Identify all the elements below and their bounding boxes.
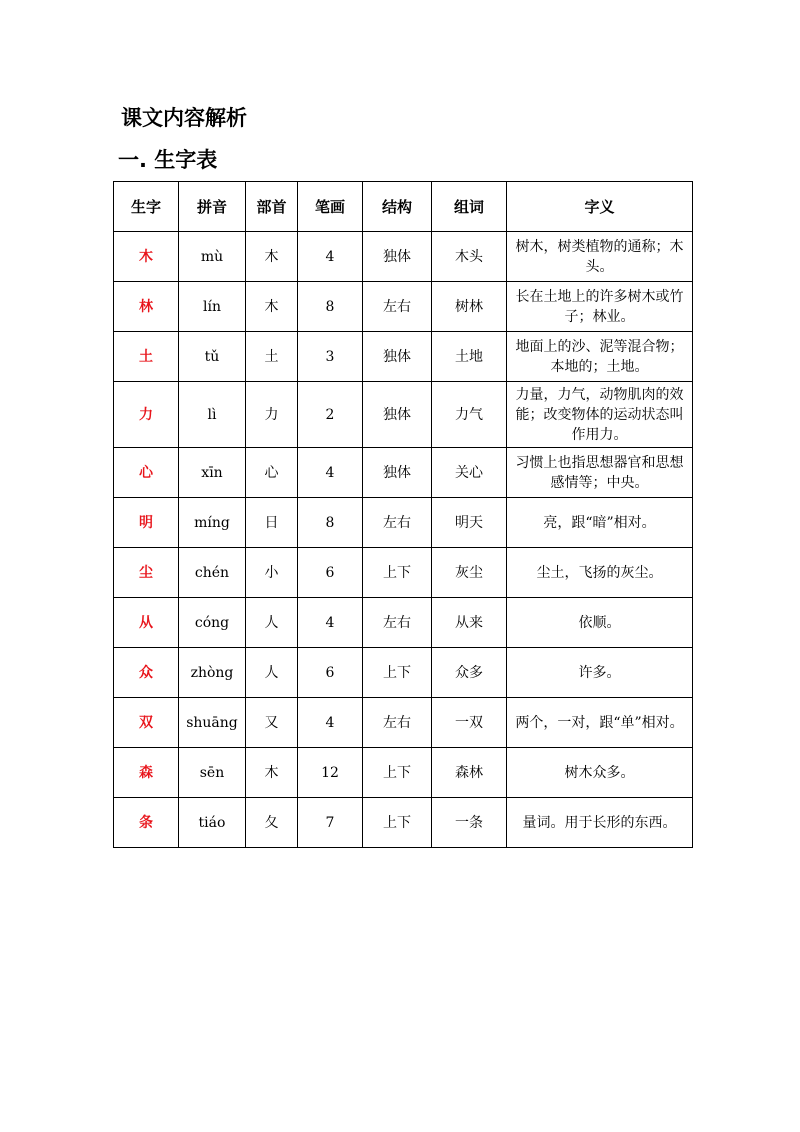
- cell-word: 从来: [432, 598, 507, 648]
- cell-meaning: 量词。用于长形的东西。: [507, 798, 693, 848]
- cell-structure: 左右: [363, 498, 432, 548]
- header-char: 生字: [114, 182, 179, 232]
- cell-char: 木: [114, 232, 179, 282]
- cell-structure: 上下: [363, 548, 432, 598]
- cell-meaning: 许多。: [507, 648, 693, 698]
- table-row: [114, 698, 693, 748]
- cell-pinyin: tǔ: [179, 332, 246, 382]
- cell-word: 一条: [432, 798, 507, 848]
- header-radical: 部首: [246, 182, 298, 232]
- cell-strokes: 6: [298, 548, 363, 598]
- cell-pinyin: xīn: [179, 448, 246, 498]
- cell-meaning: 长在土地上的许多树木或竹子；林业。: [507, 282, 693, 332]
- cell-meaning: 两个，一对，跟“单”相对。: [507, 698, 693, 748]
- table-row: [114, 232, 693, 282]
- cell-char: 尘: [114, 548, 179, 598]
- cell-radical: 力: [246, 382, 298, 448]
- cell-pinyin: shuāng: [179, 698, 246, 748]
- cell-word: 灰尘: [432, 548, 507, 598]
- cell-radical: 又: [246, 698, 298, 748]
- table-row: [114, 548, 693, 598]
- cell-structure: 独体: [363, 232, 432, 282]
- table-row: [114, 648, 693, 698]
- cell-pinyin: mù: [179, 232, 246, 282]
- cell-structure: 上下: [363, 798, 432, 848]
- header-word: 组词: [432, 182, 507, 232]
- table-row: [114, 448, 693, 498]
- cell-meaning: 依顺。: [507, 598, 693, 648]
- cell-pinyin: míng: [179, 498, 246, 548]
- cell-meaning: 力量，力气，动物肌肉的效能；改变物体的运动状态叫作用力。: [507, 382, 693, 448]
- cell-structure: 左右: [363, 282, 432, 332]
- cell-word: 众多: [432, 648, 507, 698]
- table-row: [114, 748, 693, 798]
- cell-word: 森林: [432, 748, 507, 798]
- cell-meaning: 树木众多。: [507, 748, 693, 798]
- cell-char: 众: [114, 648, 179, 698]
- cell-radical: 小: [246, 548, 298, 598]
- cell-strokes: 7: [298, 798, 363, 848]
- table-row: [114, 598, 693, 648]
- cell-radical: 木: [246, 232, 298, 282]
- cell-structure: 上下: [363, 748, 432, 798]
- new-characters-table: [113, 181, 693, 848]
- cell-pinyin: lín: [179, 282, 246, 332]
- cell-word: 明天: [432, 498, 507, 548]
- cell-radical: 土: [246, 332, 298, 382]
- cell-char: 双: [114, 698, 179, 748]
- cell-word: 力气: [432, 382, 507, 448]
- cell-radical: 木: [246, 282, 298, 332]
- cell-meaning: 树木，树类植物的通称；木头。: [507, 232, 693, 282]
- header-meaning: 字义: [507, 182, 693, 232]
- cell-pinyin: chén: [179, 548, 246, 598]
- cell-char: 土: [114, 332, 179, 382]
- table-row: [114, 332, 693, 382]
- cell-strokes: 4: [298, 232, 363, 282]
- section-heading: 一. 生字表: [118, 148, 218, 172]
- table-row: [114, 382, 693, 448]
- cell-radical: 心: [246, 448, 298, 498]
- header-structure: 结构: [363, 182, 432, 232]
- cell-char: 明: [114, 498, 179, 548]
- cell-char: 森: [114, 748, 179, 798]
- cell-strokes: 8: [298, 498, 363, 548]
- header-strokes: 笔画: [298, 182, 363, 232]
- cell-radical: 夂: [246, 798, 298, 848]
- cell-radical: 日: [246, 498, 298, 548]
- table-header-row: [114, 182, 693, 232]
- cell-pinyin: tiáo: [179, 798, 246, 848]
- cell-char: 力: [114, 382, 179, 448]
- page-title: 课文内容解析: [121, 106, 247, 130]
- cell-strokes: 4: [298, 598, 363, 648]
- cell-word: 关心: [432, 448, 507, 498]
- cell-structure: 上下: [363, 648, 432, 698]
- cell-word: 树林: [432, 282, 507, 332]
- cell-radical: 木: [246, 748, 298, 798]
- cell-structure: 左右: [363, 598, 432, 648]
- cell-word: 木头: [432, 232, 507, 282]
- cell-structure: 左右: [363, 698, 432, 748]
- table-row: [114, 282, 693, 332]
- cell-radical: 人: [246, 598, 298, 648]
- cell-meaning: 习惯上也指思想器官和思想感情等；中央。: [507, 448, 693, 498]
- cell-char: 林: [114, 282, 179, 332]
- cell-pinyin: cóng: [179, 598, 246, 648]
- cell-strokes: 4: [298, 698, 363, 748]
- cell-word: 一双: [432, 698, 507, 748]
- cell-strokes: 3: [298, 332, 363, 382]
- cell-word: 土地: [432, 332, 507, 382]
- cell-pinyin: lì: [179, 382, 246, 448]
- cell-pinyin: zhòng: [179, 648, 246, 698]
- cell-strokes: 4: [298, 448, 363, 498]
- cell-strokes: 12: [298, 748, 363, 798]
- cell-structure: 独体: [363, 382, 432, 448]
- cell-char: 心: [114, 448, 179, 498]
- cell-strokes: 2: [298, 382, 363, 448]
- cell-structure: 独体: [363, 332, 432, 382]
- cell-meaning: 亮，跟“暗”相对。: [507, 498, 693, 548]
- table-row: [114, 798, 693, 848]
- cell-strokes: 8: [298, 282, 363, 332]
- cell-meaning: 地面上的沙、泥等混合物；本地的；土地。: [507, 332, 693, 382]
- cell-char: 条: [114, 798, 179, 848]
- cell-char: 从: [114, 598, 179, 648]
- cell-pinyin: sēn: [179, 748, 246, 798]
- cell-radical: 人: [246, 648, 298, 698]
- cell-structure: 独体: [363, 448, 432, 498]
- cell-meaning: 尘土，飞扬的灰尘。: [507, 548, 693, 598]
- table-row: [114, 498, 693, 548]
- cell-strokes: 6: [298, 648, 363, 698]
- header-pinyin: 拼音: [179, 182, 246, 232]
